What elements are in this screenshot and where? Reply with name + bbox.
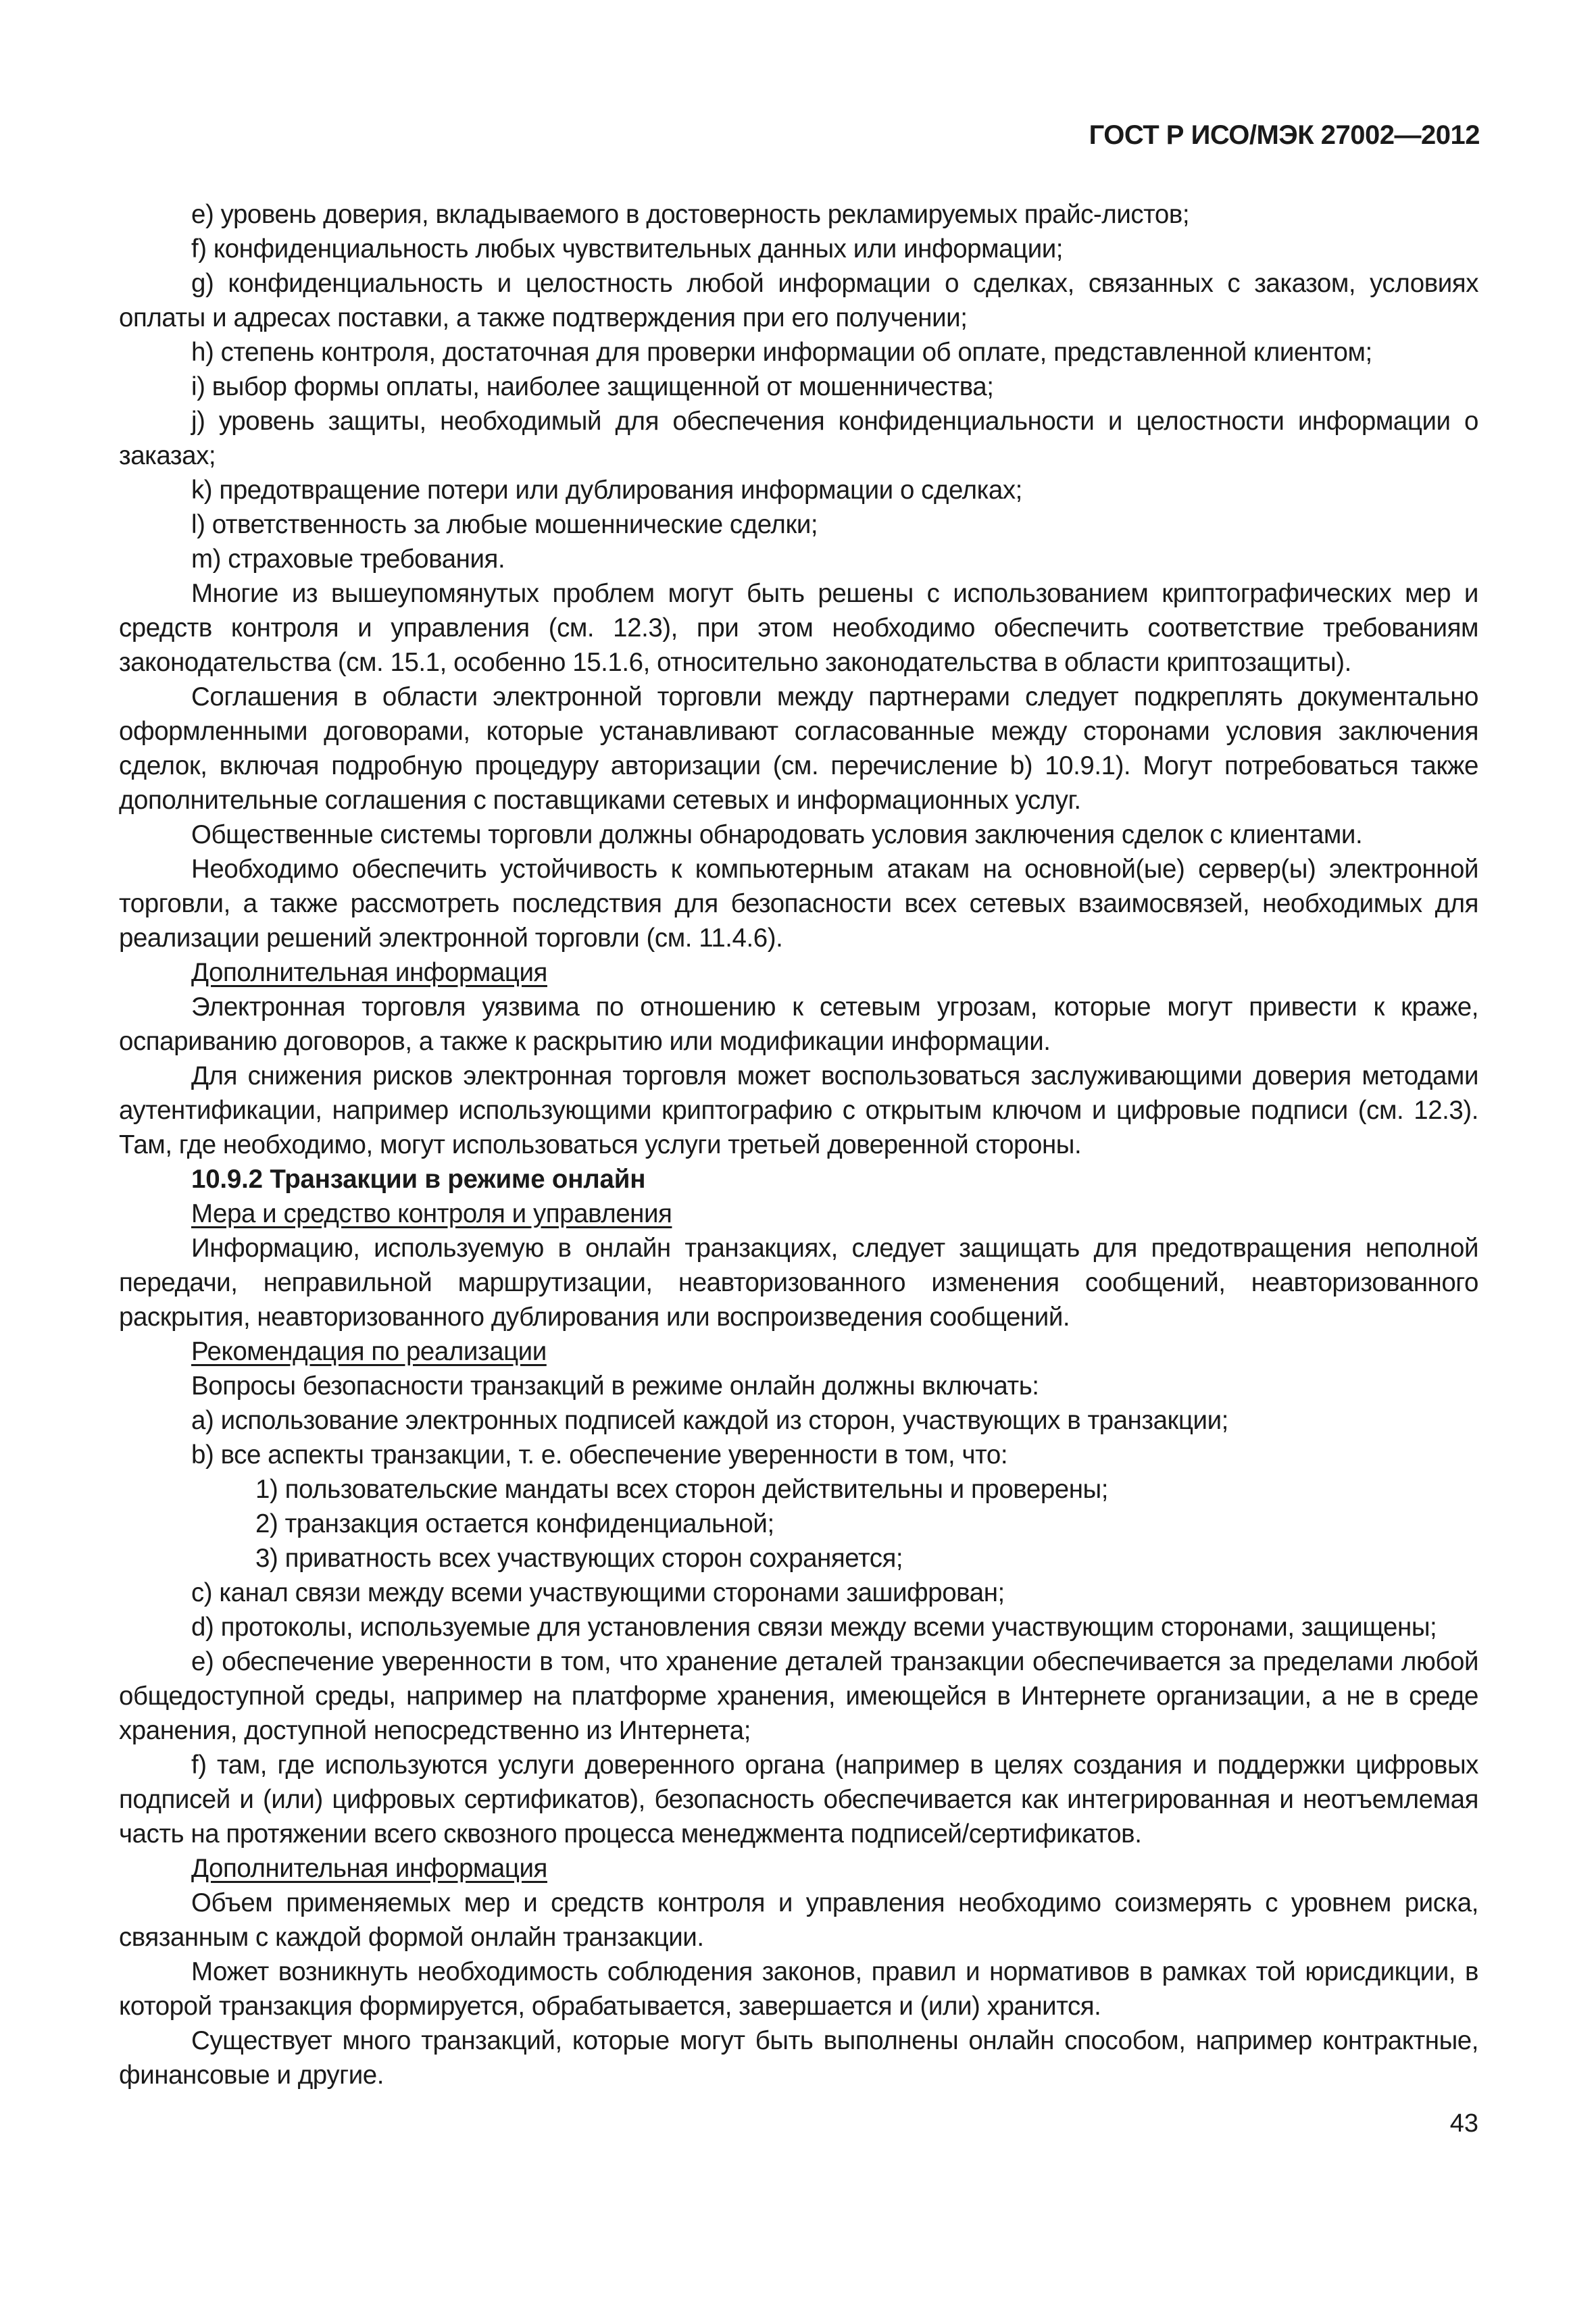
list-item-m: m) страховые требования. xyxy=(191,545,505,574)
subsection-heading-additional-info xyxy=(119,1851,1478,1886)
body-paragraph: Электронная торговля уязвима по отношению к сетевым угрозам, которые могут привести к краже, оспариванию договоров, а также к раскрытию или модификации информации. xyxy=(119,992,1478,1056)
list-item-j: j) уровень защиты, необходимый для обеспечения конфиденциальности и целостности информации о заказах; xyxy=(119,407,1478,470)
subsection-heading-text: Дополнительная информация xyxy=(191,958,547,987)
subsection-heading-control xyxy=(119,1197,1478,1231)
list-subitem-1: 1) пользовательские мандаты всех сторон действительны и проверены; xyxy=(255,1475,1109,1504)
body-paragraph: Информацию, используемую в онлайн транзакциях, следует защищать для предотвращения неполной передачи, неправильной маршрутизации, неавторизованного изменения сообщений, неавторизованного раскрытия, неавторизованного дублирования или воспроизведения сообщений. xyxy=(119,1234,1478,1332)
list-subitem-3: 3) приватность всех участвующих сторон сохраняется; xyxy=(255,1544,903,1573)
body-paragraph: Необходимо обеспечить устойчивость к компьютерным атакам на основной(ые) сервер(ы) электронной торговли, а также рассмотреть последствия для безопасности всех сетевых взаимосвязей, необходимых для реализации решений электронной торговли (см. 11.4.6). xyxy=(119,855,1478,953)
body-paragraph: Вопросы безопасности транзакций в режиме онлайн должны включать: xyxy=(191,1372,1039,1401)
body-paragraph: Для снижения рисков электронная торговля может воспользоваться заслуживающими доверия методами аутентификации, например использующими криптографию с открытым ключом и цифровые подписи (см. 12.3). Там, где необходимо, могут использоваться услуги третьей доверенной стороны. xyxy=(119,1061,1478,1159)
list-item-d: d) протоколы, используемые для установления связи между всеми участвующим сторонами, защищены; xyxy=(191,1613,1437,1642)
list-item-c: c) канал связи между всеми участвующими сторонами зашифрован; xyxy=(191,1578,1005,1607)
list-item-e: e) обеспечение уверенности в том, что хранение деталей транзакции обеспечивается за пределами любой общедоступной среды, например на платформе хранения, имеющейся в Интернете организации, а не в среде хранения, доступной непосредственно из Интернета; xyxy=(119,1647,1478,1745)
list-item-b: b) все аспекты транзакции, т. е. обеспечение уверенности в том, что: xyxy=(191,1440,1008,1469)
body-paragraph: Соглашения в области электронной торговли между партнерами следует подкреплять документально оформленными договорами, которые устанавливают согласованные между сторонами условия заключения сделок, включая подробную процедуру авторизации (см. перечисление b) 10.9.1). Могут потребоваться также дополнительные соглашения с поставщиками сетевых и информационных услуг. xyxy=(119,682,1478,815)
section-heading-10-9-2: 10.9.2 Транзакции в режиме онлайн xyxy=(191,1165,646,1194)
subsection-heading-implementation xyxy=(119,1334,1478,1369)
body-paragraph: Может возникнуть необходимость соблюдения законов, правил и нормативов в рамках той юрисдикции, в которой транзакция формируется, обрабатывается, завершается и (или) хранится. xyxy=(119,1957,1478,2021)
subsection-heading-text: Дополнительная информация xyxy=(191,1854,547,1883)
body-paragraph: Общественные системы торговли должны обнародовать условия заключения сделок с клиентами. xyxy=(191,820,1363,849)
list-item-k: k) предотвращение потери или дублирования информации о сделках; xyxy=(191,476,1022,505)
document-body xyxy=(119,197,1478,2092)
body-paragraph: Существует много транзакций, которые могут быть выполнены онлайн способом, например контрактные, финансовые и другие. xyxy=(119,2026,1478,2090)
list-item-g: g) конфиденциальность и целостность любой информации о сделках, связанных с заказом, условиях оплаты и адресах поставки, а также подтверждения при его получении; xyxy=(119,269,1478,332)
subsection-heading-text: Мера и средство контроля и управления xyxy=(191,1199,672,1228)
document-standard-id: ГОСТ Р ИСО/МЭК 27002—2012 xyxy=(1089,120,1480,150)
body-paragraph: Объем применяемых мер и средств контроля и управления необходимо соизмерять с уровнем риска, связанным с каждой формой онлайн транзакции. xyxy=(119,1888,1478,1952)
body-paragraph: Многие из вышеупомянутых проблем могут быть решены с использованием криптографических мер и средств контроля и управления (см. 12.3), при этом необходимо обеспечить соответствие требованиям законодательства (см. 15.1, особенно 15.1.6, относительно законодательства в области криптозащиты). xyxy=(119,579,1478,677)
list-item-a: a) использование электронных подписей каждой из сторон, участвующих в транзакции; xyxy=(191,1406,1228,1435)
list-item-l: l) ответственность за любые мошеннические сделки; xyxy=(191,510,818,539)
subsection-heading-additional-info xyxy=(119,955,1478,990)
list-item-f: f) там, где используются услуги доверенного органа (например в целях создания и поддержки цифровых подписей и (или) цифровых сертификатов), безопасность обеспечивается как интегрированная и неотъемлемая часть на протяжении всего сквозного процесса менеджмента подписей/сертификатов. xyxy=(119,1751,1478,1848)
list-item-i: i) выбор формы оплаты, наиболее защищенной от мошенничества; xyxy=(191,372,994,401)
list-item-f: f) конфиденциальность любых чувствительных данных или информации; xyxy=(191,234,1064,263)
list-item-h: h) степень контроля, достаточная для проверки информации об оплате, представленной клиентом; xyxy=(191,338,1372,367)
list-subitem-2: 2) транзакция остается конфиденциальной; xyxy=(255,1509,774,1538)
list-item-e: e) уровень доверия, вкладываемого в достоверность рекламируемых прайс-листов; xyxy=(191,200,1190,229)
page-number: 43 xyxy=(1449,2109,1478,2138)
subsection-heading-text: Рекомендация по реализации xyxy=(191,1337,547,1366)
